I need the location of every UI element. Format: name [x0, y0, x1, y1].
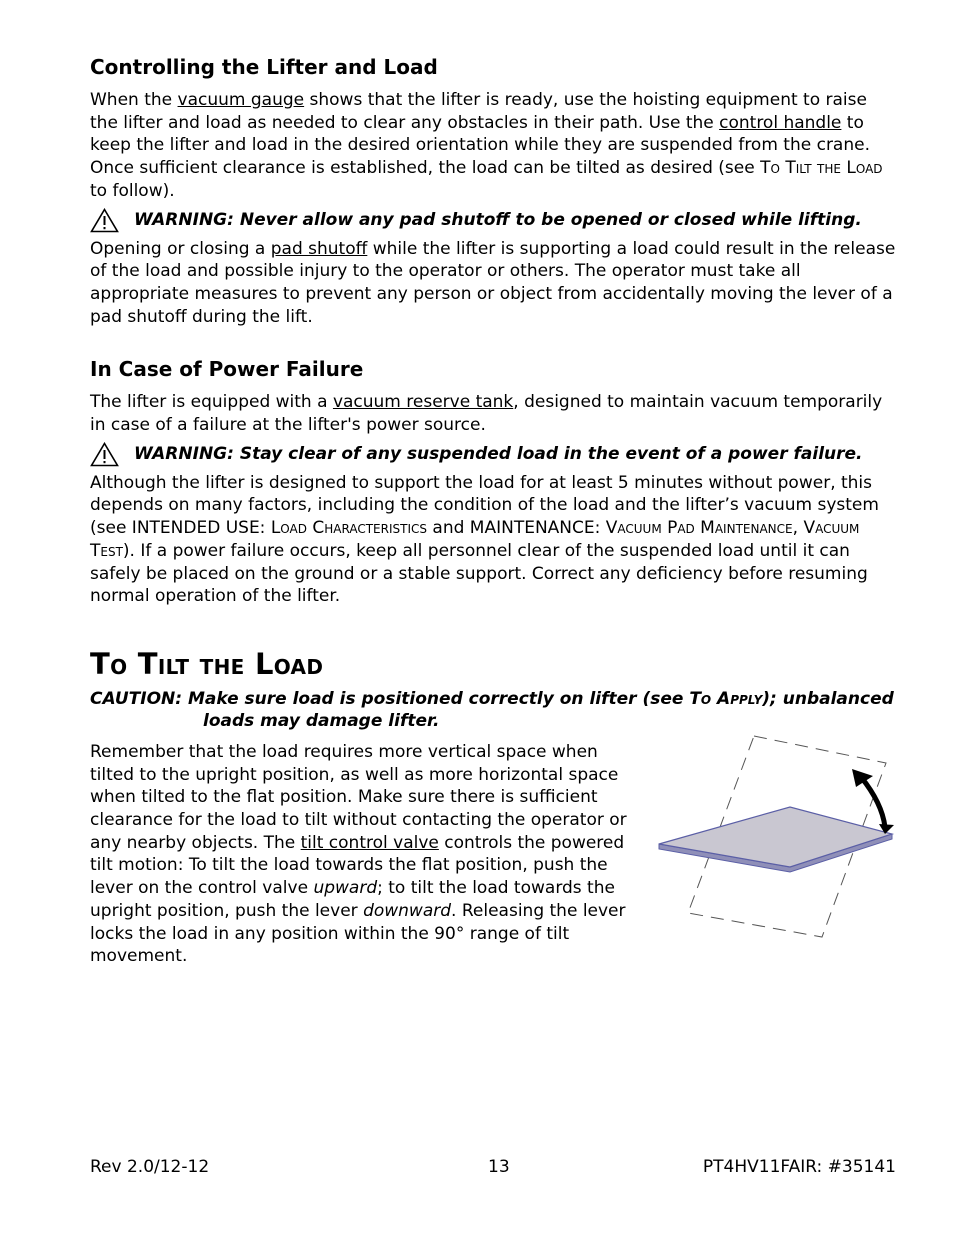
heading-power-failure: In Case of Power Failure — [90, 357, 364, 382]
caution-text: ); unbalanced — [762, 688, 894, 709]
tilt-body — [90, 741, 898, 968]
emphasis-upward: upward — [313, 878, 378, 899]
warning-triangle-icon — [90, 442, 119, 467]
paragraph-controlling-intro — [90, 89, 898, 203]
tilt-diagram — [656, 731, 898, 941]
text: , — [792, 518, 804, 539]
page-content — [90, 52, 898, 968]
text: , designed to maintain vacuum temporarily in case of a failure at the lifter's power source. — [90, 392, 883, 436]
paragraph-pad-shutoff — [90, 238, 898, 329]
text: controls the powered tilt motion: To tilt the load towards the flat position, push the lever on the control valve — [90, 832, 625, 899]
ref-load-characteristics: Load Characteristics — [270, 518, 427, 539]
text: and MAINTENANCE: — [427, 518, 606, 539]
ref-to-apply: To Apply — [689, 688, 763, 709]
link-vacuum-gauge[interactable]: vacuum gauge — [177, 90, 305, 110]
text: When the — [90, 90, 178, 110]
warning-text: WARNING: Never allow any pad shutoff to be opened or closed while lifting. — [134, 210, 862, 231]
tilt-arrow-icon — [852, 769, 894, 834]
text: to follow). — [90, 180, 175, 201]
text: . Releasing the lever locks the load in any position within the 90° range of tilt movement. — [90, 900, 626, 967]
link-vacuum-reserve-tank[interactable]: vacuum reserve tank — [332, 392, 514, 413]
heading-controlling-lifter: Controlling the Lifter and Load — [90, 55, 438, 79]
footer-document-id: PT4HV11FAIR: #35141 — [702, 1157, 896, 1177]
ref-vacuum-test: Vacuum Test — [90, 518, 860, 561]
footer-page-number: 13 — [488, 1157, 510, 1177]
caution-unbalanced-loads — [90, 688, 898, 733]
text: while the lifter is supporting a load could result in the release of the load and possible injury to the operator or others. The operator must take all appropriate measures to prevent any person or object from accidentally moving the lever of a pad shutoff during the lift. — [90, 238, 896, 327]
caution-text: CAUTION: Make sure load is positioned correctly on lifter (see — [90, 688, 690, 709]
text: ). If a power failure occurs, keep all personnel clear of the suspended load until it can safely be placed on the ground or a stable support. Correct any deficiency before resuming normal operation of the lifter. — [90, 540, 868, 607]
link-control-handle[interactable]: control handle — [719, 112, 842, 133]
section-tilt-load — [90, 644, 898, 968]
text: Although the lifter is designed to support the load for at least 5 minutes without power, this depends on many factors, including the condition of the load and the lifter’s vacuum system (see INTENDED USE: — [90, 472, 879, 539]
warning-power-failure — [90, 442, 898, 467]
section-controlling-lifter — [90, 52, 898, 328]
panel-top — [659, 807, 892, 867]
link-pad-shutoff[interactable]: pad shutoff — [270, 238, 368, 259]
paragraph-power-failure — [90, 472, 898, 608]
paragraph-reserve-tank — [90, 391, 898, 436]
warning-text: WARNING: Stay clear of any suspended load in the event of a power failure. — [134, 444, 863, 465]
text: The lifter is equipped with a — [90, 392, 333, 413]
heading-tilt-load: To Tilt the Load — [90, 646, 324, 681]
warning-pad-shutoff — [90, 208, 898, 233]
link-tilt-control-valve[interactable]: tilt control valve — [300, 832, 439, 853]
ref-to-tilt-the-load: To Tilt the Load — [760, 158, 883, 179]
caution-text-line2: loads may damage lifter. — [203, 711, 440, 732]
text: ; to tilt the load towards the upright position, push the lever — [90, 878, 615, 921]
text: shows that the lifter is ready, use the hoisting equipment to raise the lifter and load as needed to clear any obstacles in their path. Use the — [90, 90, 867, 133]
text: Opening or closing a — [90, 238, 271, 259]
text: Remember that the load requires more vertical space when tilted to the upright position, as well as more horizontal space when tilted to the flat position. Make sure there is sufficient clearance for the load to tilt without contacting the operator or any nearby objects. The — [90, 741, 627, 853]
text: to keep the lifter and load in the desired orientation while they are suspended from the crane. Once sufficient clearance is established, the load can be tilted as desired (see — [90, 112, 870, 179]
section-power-failure — [90, 354, 898, 608]
footer-revision: Rev 2.0/12-12 — [90, 1157, 210, 1177]
ref-vacuum-pad-maintenance: Vacuum Pad Maintenance — [605, 518, 793, 539]
warning-triangle-icon — [90, 208, 119, 233]
emphasis-downward: downward — [363, 900, 452, 921]
paragraph-tilt-instructions — [90, 741, 642, 968]
